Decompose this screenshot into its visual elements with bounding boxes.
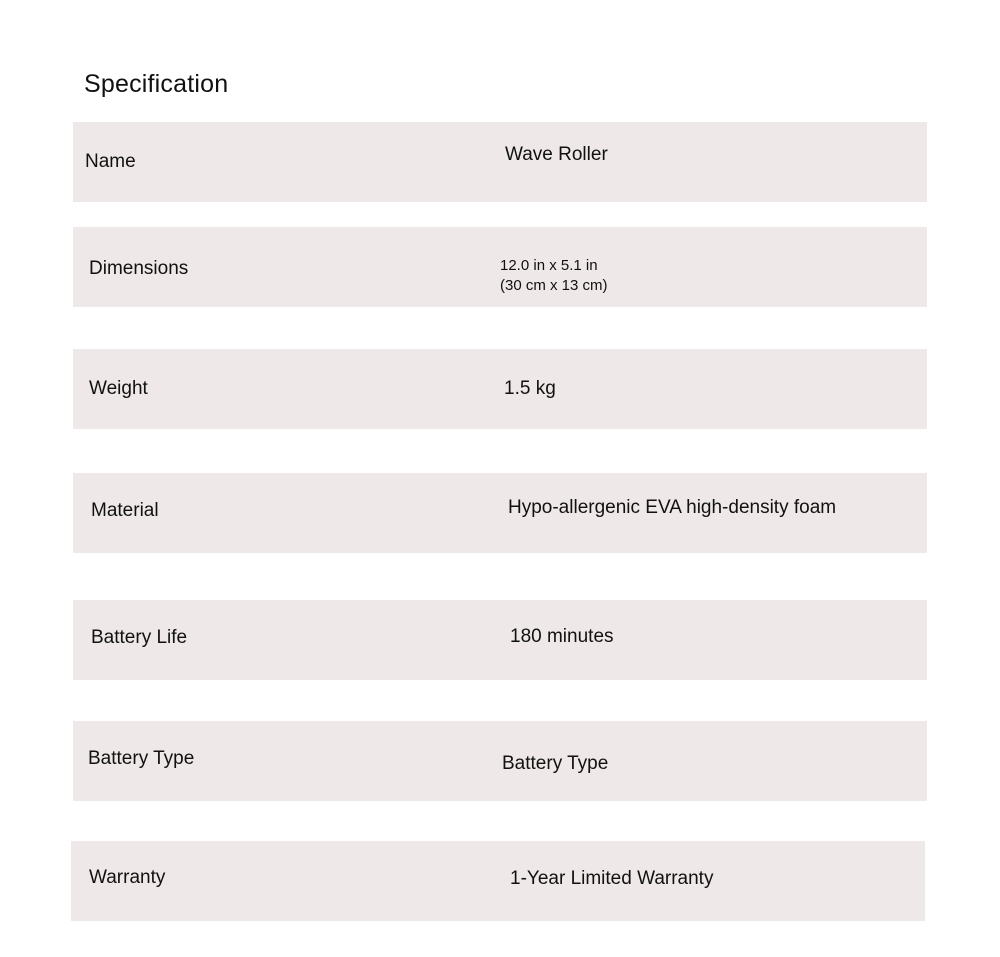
spec-row-material: [73, 473, 927, 553]
spec-row-warranty: [71, 841, 925, 921]
spec-row-weight: [73, 349, 927, 429]
spec-row-name: [73, 122, 927, 202]
spec-value-dimensions: [500, 256, 608, 297]
spec-row-battery-life: [73, 600, 927, 680]
page-title: Specification: [84, 70, 229, 98]
spec-label-warranty: Warranty: [89, 867, 166, 888]
spec-value-battery-type: Battery Type: [502, 753, 609, 774]
spec-value-battery-life: 180 minutes: [510, 626, 614, 647]
spec-label-weight: Weight: [89, 378, 148, 399]
spec-row-battery-type: [73, 721, 927, 801]
spec-value-weight: 1.5 kg: [504, 378, 556, 399]
spec-value-dimensions-metric: (30 cm x 13 cm): [500, 277, 608, 295]
spec-value-warranty: 1-Year Limited Warranty: [510, 868, 714, 889]
spec-row-dimensions: [73, 227, 927, 307]
spec-label-battery-life: Battery Life: [91, 627, 188, 648]
spec-label-battery-type: Battery Type: [88, 748, 195, 769]
spec-label-name: Name: [85, 151, 136, 172]
spec-value-dimensions-imperial: 12.0 in x 5.1 in: [500, 257, 598, 274]
spec-label-dimensions: Dimensions: [89, 258, 189, 279]
spec-value-name: Wave Roller: [505, 144, 608, 165]
spec-value-material: Hypo-allergenic EVA high-density foam: [508, 497, 837, 518]
spec-label-material: Material: [91, 500, 159, 521]
